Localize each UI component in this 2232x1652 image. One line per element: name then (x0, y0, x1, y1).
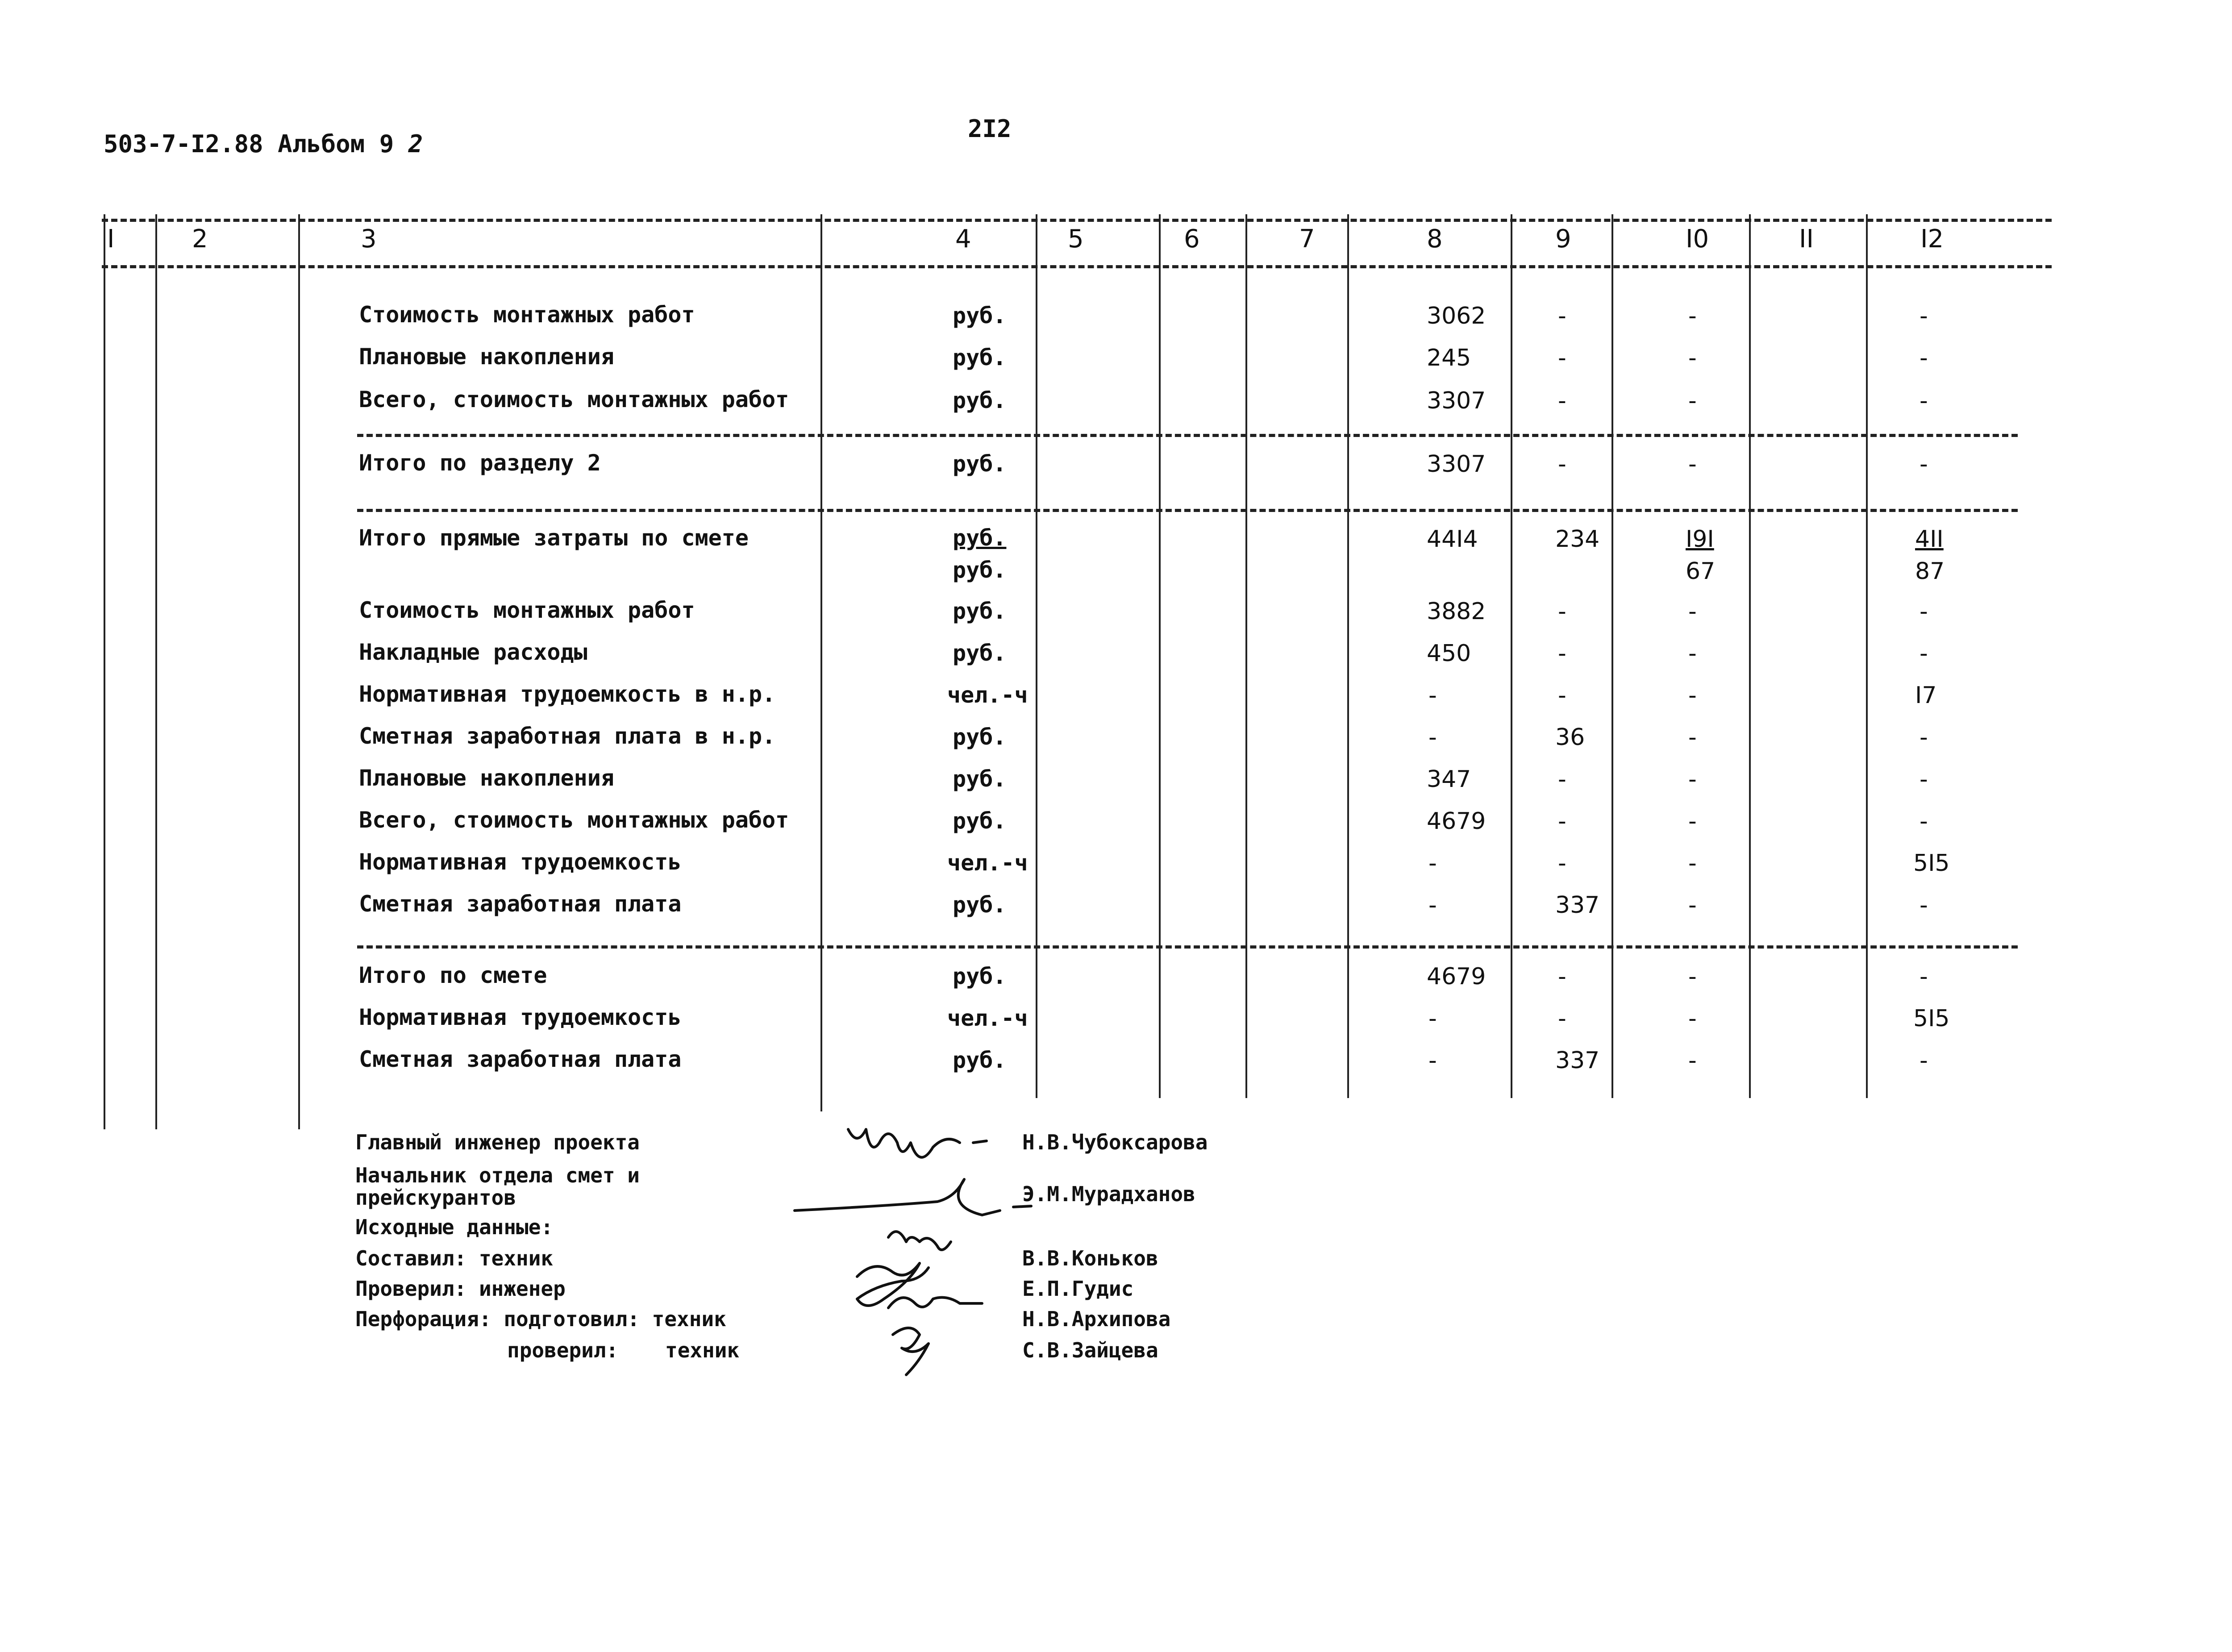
col-header-10: I0 (1686, 225, 1709, 254)
chief-engineer-title: Главный инженер проекта (355, 1130, 640, 1154)
row-col8: - (1428, 682, 1437, 709)
row-col10: - (1688, 598, 1697, 625)
row-unit: чел.-ч (947, 850, 1028, 876)
row-col12: - (1920, 345, 1928, 371)
row-col12: - (1920, 303, 1928, 329)
row-col8: 450 (1427, 640, 1471, 667)
row-col9: - (1558, 451, 1566, 478)
col-header-1: I (107, 225, 115, 254)
col-header-4: 4 (955, 225, 971, 254)
page-number: 2I2 (968, 115, 1012, 143)
row-desc: Всего, стоимость монтажных работ (359, 387, 789, 412)
perforation-checked-role: техник (665, 1338, 740, 1362)
dept-head-title-line1: Начальник отдела смет и (355, 1163, 640, 1187)
row-col9: - (1558, 850, 1566, 877)
col-header-7: 7 (1299, 225, 1315, 254)
row-col12: - (1920, 766, 1928, 793)
signature-compiled (888, 1232, 951, 1250)
dept-head-name: Э.М.Мурадханов (1022, 1182, 1195, 1206)
row-desc: Сметная заработная плата (359, 891, 682, 917)
row-col8: 347 (1427, 766, 1471, 793)
row-col12: - (1920, 640, 1928, 667)
col-header-6: 6 (1184, 225, 1200, 254)
chief-engineer-name: Н.В.Чубоксарова (1022, 1130, 1208, 1154)
document-code-text: 503-7-I2.88 Альбом 9 (104, 130, 394, 158)
col-header-5: 5 (1068, 225, 1084, 254)
col-header-8: 8 (1427, 225, 1443, 254)
row-desc: Плановые накопления (359, 344, 614, 370)
row-unit: руб. (953, 303, 1007, 329)
row-desc: Итого по разделу 2 (359, 450, 601, 476)
row-desc: Плановые накопления (359, 765, 614, 791)
row-desc: Нормативная трудоемкость (359, 849, 682, 875)
row-col8: - (1428, 724, 1437, 751)
row-unit-second: руб. (953, 557, 1007, 583)
row-col12: I7 (1915, 682, 1937, 709)
signature-perforation-checked (893, 1328, 929, 1375)
row-unit: чел.-ч (947, 1005, 1028, 1031)
source-data-label: Исходные данные: (355, 1215, 554, 1239)
row-desc: Сметная заработная плата в н.р. (359, 723, 776, 749)
row-desc: Стоимость монтажных работ (359, 302, 695, 328)
row-col12: 5I5 (1913, 1005, 1950, 1032)
row-unit: руб. (953, 451, 1007, 477)
row-desc: Всего, стоимость монтажных работ (359, 807, 789, 833)
perforation-checked: проверил: (507, 1338, 619, 1362)
row-col9: - (1558, 682, 1566, 709)
row-unit: руб. (953, 766, 1007, 792)
row-col12-second: 87 (1915, 558, 1945, 585)
row-desc: Накладные расходы (359, 639, 587, 665)
col-header-3: 3 (361, 225, 377, 254)
row-col8: 4679 (1427, 808, 1486, 835)
compiled-name: В.В.Коньков (1022, 1246, 1158, 1270)
row-col12: - (1920, 808, 1928, 835)
row-col8: 3882 (1427, 598, 1486, 625)
row-col8: - (1428, 850, 1437, 877)
row-col10: - (1688, 451, 1697, 478)
row-col8: 245 (1427, 345, 1471, 371)
row-unit: чел.-ч (947, 682, 1028, 708)
row-col8: - (1428, 1005, 1437, 1032)
row-desc: Стоимость монтажных работ (359, 597, 695, 623)
row-col10-second: 67 (1686, 558, 1716, 585)
row-col12: - (1920, 451, 1928, 478)
row-desc: Итого по смете (359, 962, 547, 988)
document-code-suffix: 2 (408, 130, 423, 158)
row-col10: - (1688, 345, 1697, 371)
compiled-by: Составил: техник (355, 1246, 554, 1270)
row-col10: - (1688, 682, 1697, 709)
perforation-name: Н.В.Архипова (1022, 1307, 1171, 1331)
col-header-9: 9 (1555, 225, 1571, 254)
signature-checked (857, 1263, 929, 1306)
row-col10: - (1688, 850, 1697, 877)
signature-dept-head (795, 1179, 1031, 1215)
row-unit: руб. (953, 345, 1007, 370)
row-col12: - (1920, 724, 1928, 751)
row-col9: - (1558, 766, 1566, 793)
row-col9: - (1558, 387, 1566, 414)
row-unit: руб. (953, 598, 1007, 624)
row-col9: - (1558, 1005, 1566, 1032)
perforation-checked-name: С.В.Зайцева (1022, 1338, 1158, 1362)
row-unit: руб. (953, 808, 1007, 834)
row-col12: - (1920, 892, 1928, 919)
row-unit: руб. (953, 525, 1007, 551)
row-col10: - (1688, 892, 1697, 919)
row-col10: - (1688, 1047, 1697, 1074)
row-unit: руб. (953, 892, 1007, 918)
col-header-11: II (1799, 225, 1814, 254)
row-col9: 36 (1555, 724, 1585, 751)
row-col10: - (1688, 1005, 1697, 1032)
row-unit: руб. (953, 724, 1007, 750)
row-col10: - (1688, 387, 1697, 414)
dept-head-title-line2: прейскурантов (355, 1186, 516, 1210)
row-col9: 337 (1555, 892, 1600, 919)
row-col12: - (1920, 598, 1928, 625)
row-col9: - (1558, 598, 1566, 625)
checked-name: Е.П.Гудис (1022, 1277, 1134, 1301)
row-unit: руб. (953, 640, 1007, 666)
row-col9: 234 (1555, 526, 1600, 553)
row-col9: - (1558, 963, 1566, 990)
col-header-12: I2 (1920, 225, 1944, 254)
col-header-2: 2 (192, 225, 208, 254)
row-col9: - (1558, 808, 1566, 835)
row-col8: 44I4 (1427, 526, 1478, 553)
row-col9: 337 (1555, 1047, 1600, 1074)
row-col8: 4679 (1427, 963, 1486, 990)
row-col12: 4II (1915, 526, 1944, 553)
row-desc: Итого прямые затраты по смете (359, 525, 749, 551)
row-col8: - (1428, 892, 1437, 919)
row-col8: 3062 (1427, 303, 1486, 329)
row-col8: 3307 (1427, 451, 1486, 478)
row-desc: Нормативная трудоемкость (359, 1004, 682, 1030)
row-col10: I9I (1686, 526, 1714, 553)
row-unit: руб. (953, 963, 1007, 989)
row-col12: 5I5 (1913, 850, 1950, 877)
row-desc: Сметная заработная плата (359, 1046, 682, 1072)
row-col10: - (1688, 303, 1697, 329)
row-col10: - (1688, 724, 1697, 751)
row-col10: - (1688, 963, 1697, 990)
perforation-prepared: Перфорация: подготовил: техник (355, 1307, 726, 1331)
row-col10: - (1688, 766, 1697, 793)
checked-by: Проверил: инженер (355, 1277, 566, 1301)
row-unit: руб. (953, 387, 1007, 413)
row-col12: - (1920, 1047, 1928, 1074)
row-col9: - (1558, 303, 1566, 329)
signature-chief-engineer (848, 1129, 987, 1157)
row-col8: - (1428, 1047, 1437, 1074)
row-col12: - (1920, 963, 1928, 990)
row-unit: руб. (953, 1047, 1007, 1073)
signature-perforation (888, 1298, 982, 1308)
row-col9: - (1558, 345, 1566, 371)
row-col9: - (1558, 640, 1566, 667)
row-col10: - (1688, 808, 1697, 835)
row-desc: Нормативная трудоемкость в н.р. (359, 681, 776, 707)
row-col10: - (1688, 640, 1697, 667)
row-col8: 3307 (1427, 387, 1486, 414)
row-col12: - (1920, 387, 1928, 414)
